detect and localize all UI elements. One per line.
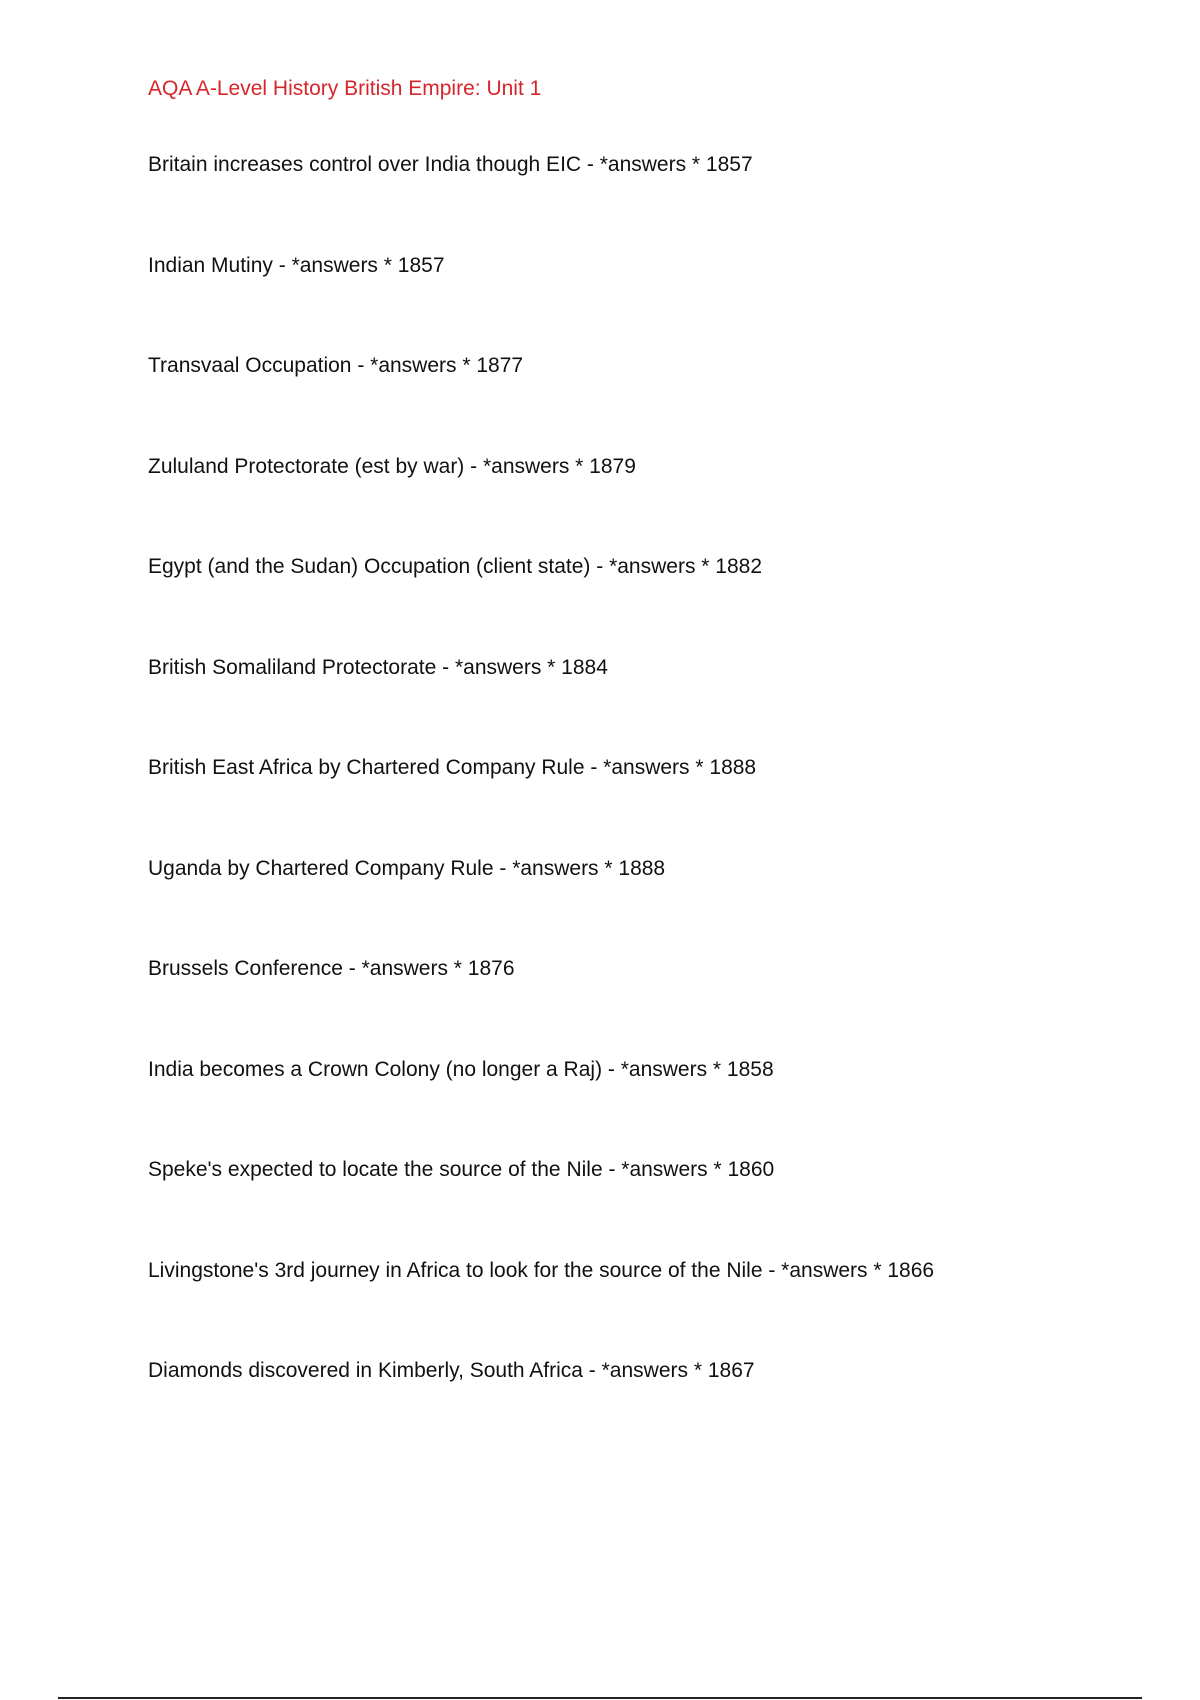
fact-item: Transvaal Occupation - *answers * 1877 (148, 354, 524, 377)
fact-item: Livingstone's 3rd journey in Africa to look for the source of the Nile - *answers * 1866 (148, 1258, 935, 1282)
fact-item: Brussels Conference - *answers * 1876 (148, 957, 515, 980)
fact-item: British East Africa by Chartered Company Rule - *answers * 1888 (148, 756, 757, 779)
fact-item: Britain increases control over India though EIC - *answers * 1857 (148, 153, 753, 176)
fact-item: India becomes a Crown Colony (no longer a Raj) - *answers * 1858 (148, 1057, 774, 1081)
fact-item: British Somaliland Protectorate - *answers * 1884 (148, 655, 608, 679)
fact-item: Indian Mutiny - *answers * 1857 (148, 253, 445, 277)
fact-item: Diamonds discovered in Kimberly, South Africa - *answers * 1867 (148, 1359, 755, 1382)
fact-item: Speke's expected to locate the source of the Nile - *answers * 1860 (148, 1158, 775, 1181)
fact-item: Egypt (and the Sudan) Occupation (client state) - *answers * 1882 (148, 555, 763, 578)
fact-item: Uganda by Chartered Company Rule - *answers * 1888 (148, 856, 666, 880)
document-title: AQA A-Level History British Empire: Unit 1 (148, 77, 542, 100)
fact-list (148, 154, 934, 1461)
fact-item: Zululand Protectorate (est by war) - *answers * 1879 (148, 454, 636, 478)
page-divider (58, 1697, 1142, 1699)
